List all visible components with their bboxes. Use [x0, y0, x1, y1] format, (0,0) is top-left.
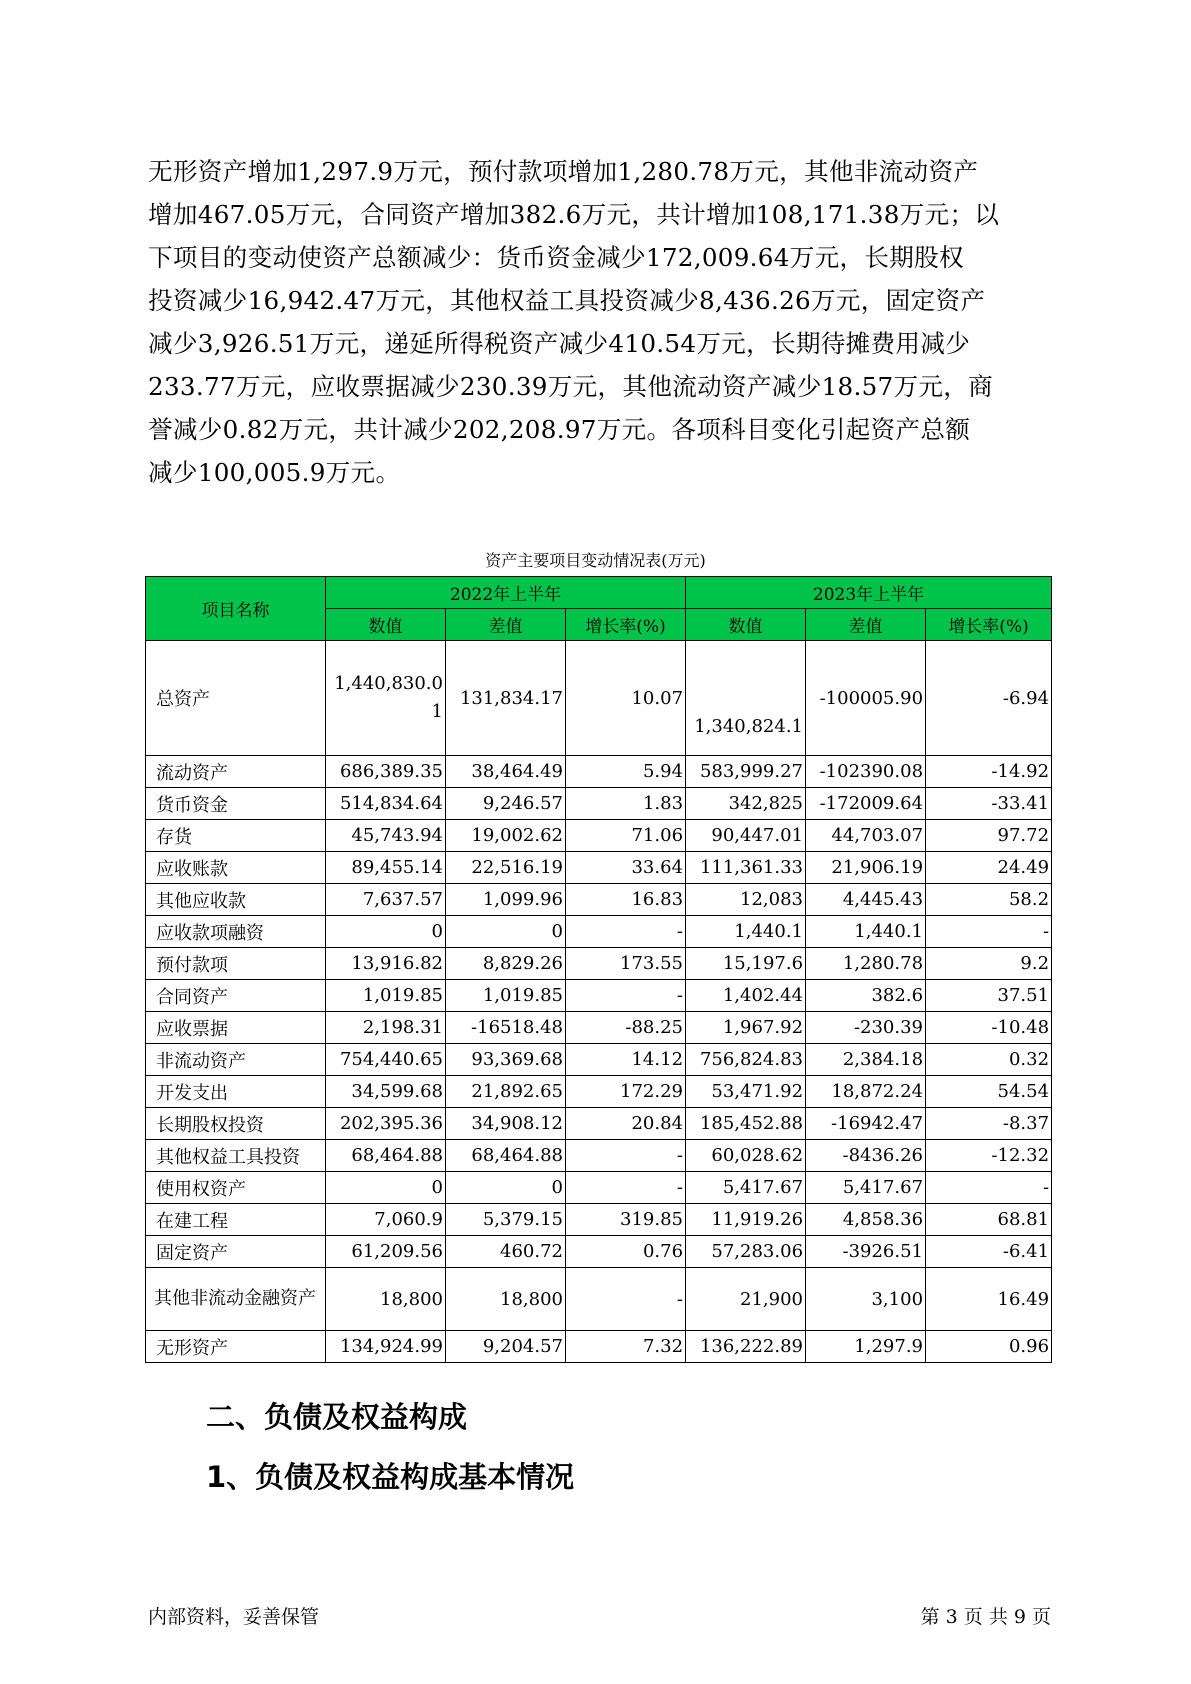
- diff-2023-cell: 1,297.9: [806, 1331, 926, 1363]
- diff-2023-cell: -100005.90: [806, 641, 926, 756]
- item-name-cell: 应收账款: [146, 852, 326, 884]
- item-name-cell: 合同资产: [146, 980, 326, 1012]
- value-2022-cell: 68,464.88: [326, 1140, 446, 1172]
- diff-2023-cell: 18,872.24: [806, 1076, 926, 1108]
- diff-2022-cell: 68,464.88: [446, 1140, 566, 1172]
- item-name-cell: 流动资产: [146, 756, 326, 788]
- rate-2022-cell: 1.83: [566, 788, 686, 820]
- item-name-cell: 总资产: [146, 641, 326, 756]
- diff-2023-cell: 4,445.43: [806, 884, 926, 916]
- diff-2022-cell: 19,002.62: [446, 820, 566, 852]
- diff-2023-cell: -172009.64: [806, 788, 926, 820]
- table-row: [146, 1108, 1052, 1140]
- diff-2022-cell: 0: [446, 916, 566, 948]
- header-diff-2022: 差值: [446, 609, 566, 641]
- value-2023-cell: 1,967.92: [686, 1012, 806, 1044]
- table-row: [146, 948, 1052, 980]
- paragraph-line: 誉减少0.82万元，共计减少202,208.97万元。各项科目变化引起资产总额: [148, 415, 971, 444]
- value-2022-cell: 45,743.94: [326, 820, 446, 852]
- rate-2022-cell: 7.32: [566, 1331, 686, 1363]
- section-heading: 二、负债及权益构成: [206, 1400, 468, 1434]
- diff-2022-cell: 9,246.57: [446, 788, 566, 820]
- subsection-heading: 1、负债及权益构成基本情况: [206, 1460, 575, 1494]
- rate-2022-cell: 14.12: [566, 1044, 686, 1076]
- table-row: [146, 1236, 1052, 1268]
- table-body: [146, 641, 1052, 1363]
- item-name-cell: 其他非流动金融资产: [146, 1268, 326, 1331]
- rate-2023-cell: 68.81: [926, 1204, 1052, 1236]
- diff-2022-cell: 8,829.26: [446, 948, 566, 980]
- diff-2023-cell: -3926.51: [806, 1236, 926, 1268]
- table-row: [146, 1044, 1052, 1076]
- header-rate-2022: 增长率(%): [566, 609, 686, 641]
- item-name-cell: 开发支出: [146, 1076, 326, 1108]
- item-name-cell: 其他应收款: [146, 884, 326, 916]
- paragraph-line: 无形资产增加1,297.9万元，预付款项增加1,280.78万元，其他非流动资产: [148, 157, 979, 186]
- value-2023-cell: 1,402.44: [686, 980, 806, 1012]
- value-2022-cell: 1,440,830.01: [326, 641, 446, 756]
- diff-2022-cell: 9,204.57: [446, 1331, 566, 1363]
- value-2022-cell: 89,455.14: [326, 852, 446, 884]
- rate-2023-cell: 24.49: [926, 852, 1052, 884]
- value-2023-cell: 1,340,824.1: [686, 641, 806, 756]
- value-2023-cell: 1,440.1: [686, 916, 806, 948]
- table-row: [146, 641, 1052, 756]
- diff-2022-cell: 38,464.49: [446, 756, 566, 788]
- item-name-cell: 固定资产: [146, 1236, 326, 1268]
- value-2023-cell: 53,471.92: [686, 1076, 806, 1108]
- paragraph-line: 下项目的变动使资产总额减少：货币资金减少172,009.64万元，长期股权: [148, 243, 964, 272]
- table-row: [146, 884, 1052, 916]
- value-2023-cell: 5,417.67: [686, 1172, 806, 1204]
- value-2023-cell: 111,361.33: [686, 852, 806, 884]
- value-2023-cell: 583,999.27: [686, 756, 806, 788]
- paragraph-line: 增加467.05万元，合同资产增加382.6万元，共计增加108,171.38万元；以: [148, 200, 1000, 229]
- rate-2023-cell: 9.2: [926, 948, 1052, 980]
- rate-2022-cell: 5.94: [566, 756, 686, 788]
- value-2022-cell: 2,198.31: [326, 1012, 446, 1044]
- rate-2023-cell: 0.96: [926, 1331, 1052, 1363]
- body-paragraph: [148, 150, 1048, 494]
- value-2022-cell: 18,800: [326, 1268, 446, 1331]
- rate-2023-cell: -: [926, 916, 1052, 948]
- value-2022-cell: 754,440.65: [326, 1044, 446, 1076]
- item-name-cell: 货币资金: [146, 788, 326, 820]
- diff-2023-cell: 5,417.67: [806, 1172, 926, 1204]
- table-row: [146, 820, 1052, 852]
- diff-2023-cell: -8436.26: [806, 1140, 926, 1172]
- rate-2022-cell: -: [566, 1172, 686, 1204]
- item-name-cell: 非流动资产: [146, 1044, 326, 1076]
- header-value-2023: 数值: [686, 609, 806, 641]
- rate-2023-cell: 97.72: [926, 820, 1052, 852]
- table-caption: 资产主要项目变动情况表(万元): [485, 551, 706, 570]
- diff-2023-cell: 382.6: [806, 980, 926, 1012]
- footer-confidential-note: 内部资料，妥善保管: [148, 1606, 320, 1628]
- item-name-cell: 应收票据: [146, 1012, 326, 1044]
- table-row: [146, 1331, 1052, 1363]
- rate-2022-cell: 71.06: [566, 820, 686, 852]
- value-2023-cell: 756,824.83: [686, 1044, 806, 1076]
- diff-2023-cell: -102390.08: [806, 756, 926, 788]
- diff-2022-cell: -16518.48: [446, 1012, 566, 1044]
- rate-2023-cell: 0.32: [926, 1044, 1052, 1076]
- value-2023-cell: 12,083: [686, 884, 806, 916]
- value-2022-cell: 686,389.35: [326, 756, 446, 788]
- rate-2023-cell: 16.49: [926, 1268, 1052, 1331]
- value-2022-cell: 13,916.82: [326, 948, 446, 980]
- rate-2022-cell: 0.76: [566, 1236, 686, 1268]
- item-name-cell: 使用权资产: [146, 1172, 326, 1204]
- paragraph-line: 减少3,926.51万元，递延所得税资产减少410.54万元，长期待摊费用减少: [148, 329, 971, 358]
- item-name-cell: 其他权益工具投资: [146, 1140, 326, 1172]
- item-name-cell: 存货: [146, 820, 326, 852]
- header-diff-2023: 差值: [806, 609, 926, 641]
- item-name-cell: 长期股权投资: [146, 1108, 326, 1140]
- diff-2022-cell: 460.72: [446, 1236, 566, 1268]
- rate-2023-cell: -33.41: [926, 788, 1052, 820]
- table-row: [146, 916, 1052, 948]
- rate-2022-cell: 319.85: [566, 1204, 686, 1236]
- asset-changes-table: [145, 576, 1052, 1363]
- diff-2023-cell: 1,280.78: [806, 948, 926, 980]
- footer-page-number: 第 3 页 共 9 页: [920, 1606, 1051, 1628]
- diff-2023-cell: 1,440.1: [806, 916, 926, 948]
- value-2023-cell: 11,919.26: [686, 1204, 806, 1236]
- item-name-cell: 在建工程: [146, 1204, 326, 1236]
- diff-2023-cell: 2,384.18: [806, 1044, 926, 1076]
- diff-2023-cell: 4,858.36: [806, 1204, 926, 1236]
- value-2022-cell: 7,637.57: [326, 884, 446, 916]
- value-2022-cell: 134,924.99: [326, 1331, 446, 1363]
- diff-2023-cell: -16942.47: [806, 1108, 926, 1140]
- value-2022-cell: 0: [326, 916, 446, 948]
- diff-2022-cell: 18,800: [446, 1268, 566, 1331]
- rate-2022-cell: 172.29: [566, 1076, 686, 1108]
- value-2023-cell: 185,452.88: [686, 1108, 806, 1140]
- diff-2022-cell: 34,908.12: [446, 1108, 566, 1140]
- value-2023-cell: 21,900: [686, 1268, 806, 1331]
- diff-2022-cell: 22,516.19: [446, 852, 566, 884]
- diff-2023-cell: 3,100: [806, 1268, 926, 1331]
- diff-2022-cell: 93,369.68: [446, 1044, 566, 1076]
- value-2022-cell: 34,599.68: [326, 1076, 446, 1108]
- rate-2022-cell: -: [566, 916, 686, 948]
- item-name-cell: 应收款项融资: [146, 916, 326, 948]
- item-name-cell: 无形资产: [146, 1331, 326, 1363]
- paragraph-line: 233.77万元，应收票据减少230.39万元，其他流动资产减少18.57万元，商: [148, 372, 994, 401]
- header-period-2023: 2023年上半年: [686, 577, 1052, 609]
- table-row: [146, 788, 1052, 820]
- table-row: [146, 1076, 1052, 1108]
- rate-2023-cell: 54.54: [926, 1076, 1052, 1108]
- value-2023-cell: 60,028.62: [686, 1140, 806, 1172]
- value-2022-cell: 1,019.85: [326, 980, 446, 1012]
- table-row: [146, 980, 1052, 1012]
- table-row: [146, 756, 1052, 788]
- rate-2023-cell: -14.92: [926, 756, 1052, 788]
- rate-2023-cell: -10.48: [926, 1012, 1052, 1044]
- value-2022-cell: 61,209.56: [326, 1236, 446, 1268]
- paragraph-line: 减少100,005.9万元。: [148, 458, 401, 487]
- rate-2023-cell: 37.51: [926, 980, 1052, 1012]
- diff-2022-cell: 1,099.96: [446, 884, 566, 916]
- rate-2022-cell: 16.83: [566, 884, 686, 916]
- header-value-2022: 数值: [326, 609, 446, 641]
- rate-2023-cell: -6.41: [926, 1236, 1052, 1268]
- rate-2023-cell: -6.94: [926, 641, 1052, 756]
- value-2023-cell: 57,283.06: [686, 1236, 806, 1268]
- rate-2023-cell: -12.32: [926, 1140, 1052, 1172]
- header-item-name: 项目名称: [146, 577, 326, 641]
- value-2022-cell: 7,060.9: [326, 1204, 446, 1236]
- table-row: [146, 1204, 1052, 1236]
- paragraph-line: 投资减少16,942.47万元，其他权益工具投资减少8,436.26万元，固定资产: [148, 286, 986, 315]
- rate-2022-cell: 20.84: [566, 1108, 686, 1140]
- table-row: [146, 1172, 1052, 1204]
- rate-2022-cell: -: [566, 1140, 686, 1172]
- value-2022-cell: 514,834.64: [326, 788, 446, 820]
- value-2022-cell: 0: [326, 1172, 446, 1204]
- rate-2022-cell: 33.64: [566, 852, 686, 884]
- rate-2022-cell: -: [566, 1268, 686, 1331]
- diff-2023-cell: 21,906.19: [806, 852, 926, 884]
- rate-2023-cell: 58.2: [926, 884, 1052, 916]
- table-row: [146, 852, 1052, 884]
- rate-2022-cell: 173.55: [566, 948, 686, 980]
- rate-2023-cell: -8.37: [926, 1108, 1052, 1140]
- value-2023-cell: 90,447.01: [686, 820, 806, 852]
- value-2023-cell: 136,222.89: [686, 1331, 806, 1363]
- rate-2022-cell: -: [566, 980, 686, 1012]
- header-period-2022: 2022年上半年: [326, 577, 686, 609]
- value-2023-cell: 342,825: [686, 788, 806, 820]
- table-row: [146, 1012, 1052, 1044]
- table-header-row: [146, 577, 1052, 609]
- table-row: [146, 1140, 1052, 1172]
- diff-2022-cell: 0: [446, 1172, 566, 1204]
- diff-2022-cell: 131,834.17: [446, 641, 566, 756]
- diff-2023-cell: -230.39: [806, 1012, 926, 1044]
- diff-2022-cell: 1,019.85: [446, 980, 566, 1012]
- rate-2022-cell: -88.25: [566, 1012, 686, 1044]
- table-row: [146, 1268, 1052, 1331]
- item-name-cell: 预付款项: [146, 948, 326, 980]
- diff-2022-cell: 5,379.15: [446, 1204, 566, 1236]
- diff-2023-cell: 44,703.07: [806, 820, 926, 852]
- rate-2023-cell: -: [926, 1172, 1052, 1204]
- rate-2022-cell: 10.07: [566, 641, 686, 756]
- diff-2022-cell: 21,892.65: [446, 1076, 566, 1108]
- value-2023-cell: 15,197.6: [686, 948, 806, 980]
- value-2022-cell: 202,395.36: [326, 1108, 446, 1140]
- header-rate-2023: 增长率(%): [926, 609, 1052, 641]
